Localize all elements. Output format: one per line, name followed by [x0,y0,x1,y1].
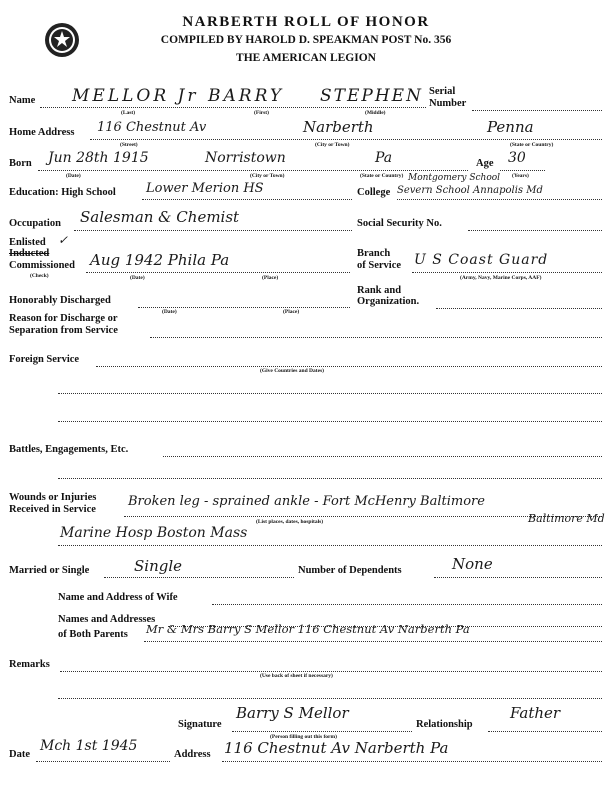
occupation-value: Salesman & Chemist [80,208,240,226]
remarks-line-2 [58,698,602,699]
college-value-line1: Montgomery School [408,173,501,183]
form-compiled-by: COMPILED BY HAROLD D. SPEAKMAN POST No. 356 [160,34,452,46]
age-value: 30 [508,150,526,166]
wife-line [212,604,602,605]
college-line [397,199,602,200]
discharge-line [138,307,350,308]
date-line [36,761,170,762]
relationship-label: Relationship [416,719,473,730]
college-value-line2: Severn School Annapolis Md [397,185,543,196]
use-back-sublabel: (Use back of sheet if necessary) [260,673,333,679]
married-line [104,577,294,578]
middle-sublabel: (Middle) [365,110,386,116]
signature-label: Signature [178,719,222,730]
check-sublabel: (Check) [30,273,49,279]
birth-state-value: Pa [375,150,393,166]
foreign-service-line-1 [96,366,602,367]
wounds-label-2: Received in Service [9,504,96,515]
signature-value: Barry S Mellor [236,704,349,722]
branch-value: U S Coast Guard [414,252,549,268]
branch-line [412,272,602,273]
ssn-label: Social Security No. [357,218,442,229]
age-line [500,170,545,171]
foreign-service-label: Foreign Service [9,354,80,365]
serial-label: Serial [429,86,456,97]
form-organization: THE AMERICAN LEGION [236,52,376,64]
relationship-line [488,731,602,732]
high-school-value: Lower Merion HS [146,181,264,196]
foreign-service-line-3 [58,421,602,422]
service-date-place-value: Aug 1942 Phila Pa [90,251,230,269]
remarks-label: Remarks [9,659,50,670]
occupation-label: Occupation [9,218,61,229]
wounds-value-1: Broken leg - sprained ankle - Fort McHenry Baltimore [128,494,485,509]
college-label: College [357,187,391,198]
city-sublabel: (City or Town) [315,142,350,148]
birth-date-value: Jun 28th 1915 [48,150,149,166]
serial-line [472,110,602,111]
last-name-value: MELLOR Jr [72,86,199,106]
branch-label: Branch [357,248,391,259]
born-date-sublabel: (Date) [66,173,81,179]
wounds-label-1: Wounds or Injuries [9,492,97,503]
number-label: Number [429,98,467,109]
born-line [38,170,468,171]
service-date-sublabel: (Date) [130,275,145,281]
inducted-label: Inducted [9,248,50,259]
countries-sublabel: (Give Countries and Dates) [260,368,325,374]
address-value: 116 Chestnut Av Narberth Pa [224,739,449,757]
service-entry-line [86,272,350,273]
battles-label: Battles, Engagements, Etc. [9,444,129,455]
parents-label-1: Names and Addresses [58,614,156,625]
parents-line-2 [144,641,602,642]
born-city-sublabel: (City or Town) [250,173,285,179]
reason-label-2: Separation from Service [9,325,118,336]
branch-sublabel: (Army, Navy, Marine Corps, AAF) [460,275,542,281]
years-sublabel: (Years) [512,173,529,179]
married-value: Single [134,557,183,575]
last-sublabel: (Last) [121,110,136,116]
first-sublabel: (First) [254,110,269,116]
remarks-line-1 [60,671,602,672]
education-label: Education: High School [9,187,116,198]
middle-name-value: STEPHEN [320,86,423,106]
born-state-sublabel: (State or Country) [360,173,404,179]
of-service-label: of Service [357,260,402,271]
enlisted-label: Enlisted [9,237,46,248]
first-name-value: BARRY [208,86,285,106]
enlisted-check-mark: ✓ [58,233,69,247]
commissioned-label: Commissioned [9,260,75,271]
reason-line [150,337,602,338]
street-sublabel: (Street) [120,142,138,148]
street-value: 116 Chestnut Av [97,120,207,135]
home-address-label: Home Address [9,127,75,138]
date-value: Mch 1st 1945 [40,738,138,754]
signature-line [232,731,412,732]
discharge-place-sublabel: (Place) [283,309,300,315]
married-label: Married or Single [9,565,90,576]
name-label: Name [9,95,36,106]
town-value: Narberth [303,118,374,136]
address-label: Address [174,749,211,760]
person-filling-sublabel: (Person filling out this form) [270,734,337,740]
name-line [40,107,426,108]
foreign-service-line-2 [58,393,602,394]
high-school-line [142,199,352,200]
dependents-value: None [452,555,493,573]
date-label: Date [9,749,30,760]
rank-and-label: Rank and [357,285,402,296]
born-label: Born [9,158,32,169]
parents-label-2: of Both Parents [58,629,128,640]
reason-label-1: Reason for Discharge or [9,313,118,324]
wounds-line-2 [58,545,602,546]
service-place-sublabel: (Place) [262,275,279,281]
home-address-line [90,139,602,140]
address-line [222,761,602,762]
age-label: Age [476,158,494,169]
state-value: Penna [487,118,534,136]
discharge-date-sublabel: (Date) [162,309,177,315]
battles-line-1 [163,456,602,457]
organization-label: Organization. [357,296,420,307]
wounds-value-2: Marine Hosp Boston Mass [60,525,248,541]
wife-label: Name and Address of Wife [58,592,178,603]
list-places-sublabel: (List places, dates, hospitals) [256,519,324,525]
dependents-line [434,577,602,578]
rank-line [436,308,602,309]
honorably-discharged-label: Honorably Discharged [9,295,111,306]
state-sublabel: (State or Country) [510,142,554,148]
occupation-line [74,230,352,231]
ssn-line [468,230,602,231]
dependents-label: Number of Dependents [298,565,402,576]
battles-line-2 [58,478,602,479]
birth-city-value: Norristown [205,150,286,166]
relationship-value: Father [510,704,561,722]
wounds-value-1b: Baltimore Md [528,512,605,525]
parents-value: Mr & Mrs Barry S Mellor 116 Chestnut Av Narberth Pa [146,622,470,636]
form-title: NARBERTH ROLL OF HONOR [182,14,430,30]
